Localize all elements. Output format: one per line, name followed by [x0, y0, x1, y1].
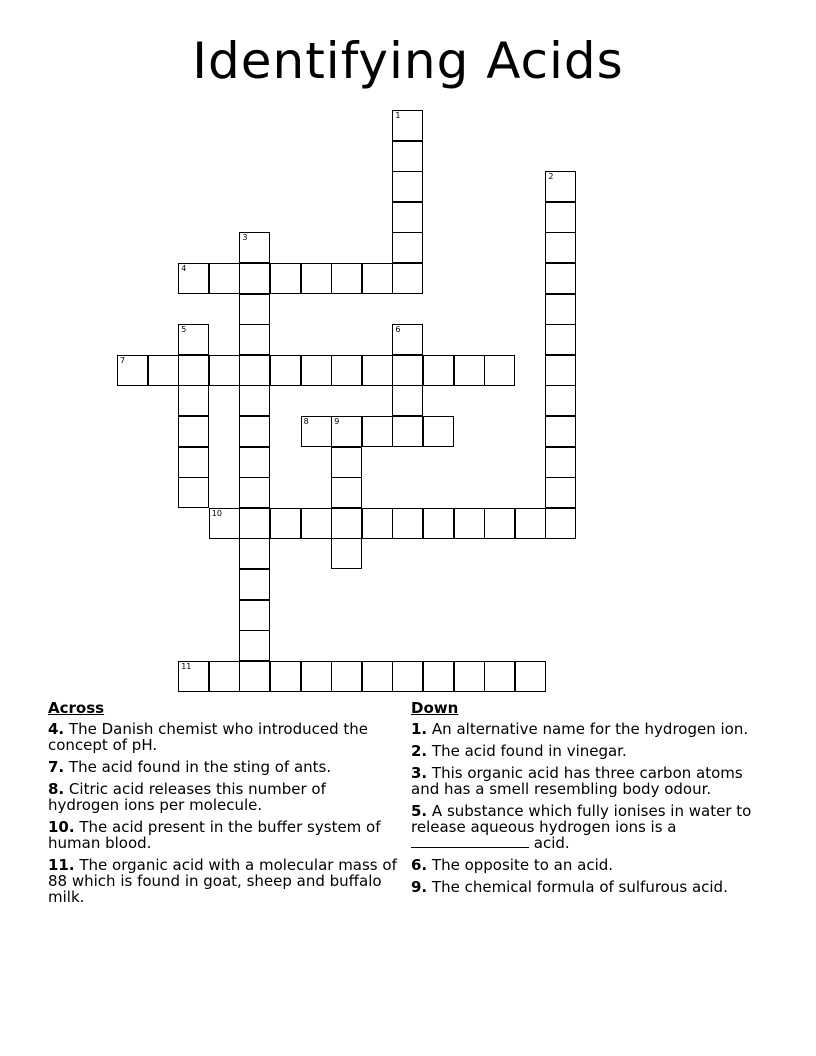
grid-cell[interactable]: [423, 355, 454, 386]
clue-text: The acid found in the sting of ants.: [68, 758, 332, 776]
grid-cell[interactable]: [301, 355, 332, 386]
grid-cell[interactable]: [484, 508, 515, 539]
grid-cell[interactable]: [392, 110, 423, 141]
grid-cell[interactable]: [239, 416, 270, 447]
grid-cell[interactable]: [239, 355, 270, 386]
grid-cell[interactable]: [362, 355, 393, 386]
grid-cell[interactable]: [362, 661, 393, 692]
grid-cell[interactable]: [392, 263, 423, 294]
grid-cell[interactable]: [301, 416, 332, 447]
clue-number: 1.: [411, 720, 428, 738]
grid-cell[interactable]: [178, 263, 209, 294]
grid-cell[interactable]: [392, 508, 423, 539]
grid-cell[interactable]: [117, 355, 148, 386]
grid-cell[interactable]: [178, 661, 209, 692]
grid-cell[interactable]: [331, 661, 362, 692]
grid-cell[interactable]: [545, 324, 576, 355]
page-title: Identifying Acids: [192, 32, 624, 90]
clue-text: Citric acid releases this number of hydrogen ions per molecule.: [48, 780, 326, 814]
clue-number: 7.: [48, 758, 65, 776]
grid-cell[interactable]: [209, 263, 240, 294]
clue-number-label: 2: [548, 172, 554, 182]
grid-cell[interactable]: [545, 202, 576, 233]
grid-cell[interactable]: [239, 263, 270, 294]
grid-cell[interactable]: [545, 355, 576, 386]
clue-number: 5.: [411, 802, 428, 820]
grid-cell[interactable]: [331, 447, 362, 478]
clue-number-label: 4: [181, 264, 187, 273]
grid-cell[interactable]: [178, 355, 209, 386]
clue-number-label: 9: [334, 417, 340, 426]
clue-number-label: 3: [242, 233, 248, 243]
grid-cell[interactable]: [270, 661, 301, 692]
clue-number: 2.: [411, 742, 428, 760]
clue-across-10: [48, 819, 398, 851]
clue-text: This organic acid has three carbon atoms and has a smell resembling body odour.: [411, 764, 743, 798]
grid-cell[interactable]: [362, 416, 393, 447]
down-heading: Down: [411, 699, 459, 717]
grid-cell[interactable]: [178, 477, 209, 508]
grid-cell[interactable]: [301, 263, 332, 294]
clue-down-2: [411, 743, 771, 759]
clue-number: 10.: [48, 818, 75, 836]
grid-cell[interactable]: [545, 171, 576, 202]
grid-cell[interactable]: [209, 661, 240, 692]
clue-number: 9.: [411, 878, 428, 896]
grid-cell[interactable]: [209, 508, 240, 539]
grid-cell[interactable]: [484, 661, 515, 692]
grid-cell[interactable]: [392, 385, 423, 416]
grid-cell[interactable]: [423, 661, 454, 692]
grid-cell[interactable]: [392, 355, 423, 386]
clue-text: The acid found in vinegar.: [431, 742, 627, 760]
grid-cell[interactable]: [545, 447, 576, 478]
grid-cell[interactable]: [270, 263, 301, 294]
clue-across-8: [48, 781, 398, 813]
grid-cell[interactable]: [392, 324, 423, 355]
grid-cell[interactable]: [239, 385, 270, 416]
across-heading: Across: [48, 699, 105, 717]
clue-text: The chemical formula of sulfurous acid.: [431, 878, 728, 896]
grid-cell[interactable]: [423, 508, 454, 539]
grid-cell[interactable]: [331, 355, 362, 386]
grid-cell[interactable]: [239, 232, 270, 263]
grid-cell[interactable]: [239, 600, 270, 631]
grid-cell[interactable]: [423, 416, 454, 447]
clue-number-label: 11: [181, 661, 192, 671]
down-clues: [411, 700, 771, 901]
clue-number: 3.: [411, 764, 428, 782]
grid-cell[interactable]: [545, 385, 576, 416]
grid-cell[interactable]: [515, 508, 546, 539]
grid-cell[interactable]: [331, 416, 362, 447]
clue-down-9: [411, 879, 771, 895]
grid-cell[interactable]: [209, 355, 240, 386]
grid-cell[interactable]: [178, 385, 209, 416]
clue-down-6: [411, 857, 771, 873]
clue-number: 11.: [48, 856, 75, 874]
grid-cell[interactable]: [392, 416, 423, 447]
clue-down-5: [411, 803, 771, 851]
clue-text: A substance which fully ionises in water to release aqueous hydrogen ions is a: [411, 802, 752, 836]
clue-number: 8.: [48, 780, 65, 798]
grid-cell[interactable]: [239, 630, 270, 661]
across-clues: [48, 700, 398, 911]
clue-number: 6.: [411, 856, 428, 874]
grid-cell[interactable]: [239, 508, 270, 539]
clue-across-4: [48, 721, 398, 753]
clue-number: 4.: [48, 720, 65, 738]
grid-cell[interactable]: [392, 661, 423, 692]
clue-number-label: 6: [395, 325, 401, 335]
grid-cell[interactable]: [545, 263, 576, 294]
grid-cell[interactable]: [301, 661, 332, 692]
grid-cell[interactable]: [392, 171, 423, 202]
grid-cell[interactable]: [239, 447, 270, 478]
grid-cell[interactable]: [331, 538, 362, 569]
grid-cell[interactable]: [454, 661, 485, 692]
grid-cell[interactable]: [331, 508, 362, 539]
grid-cell[interactable]: [178, 416, 209, 447]
clue-across-7: [48, 759, 398, 775]
clue-text-after: acid.: [533, 834, 570, 852]
grid-cell[interactable]: [270, 355, 301, 386]
grid-cell[interactable]: [362, 263, 393, 294]
grid-cell[interactable]: [239, 324, 270, 355]
clue-number-label: 10: [211, 508, 222, 518]
clue-number-label: 5: [181, 325, 187, 335]
clue-text: An alternative name for the hydrogen ion.: [431, 720, 749, 738]
clue-text: The acid present in the buffer system of human blood.: [48, 818, 381, 852]
grid-cell[interactable]: [301, 508, 332, 539]
grid-cell[interactable]: [545, 294, 576, 325]
grid-cell[interactable]: [331, 263, 362, 294]
grid-cell[interactable]: [239, 569, 270, 600]
grid-cell[interactable]: [454, 355, 485, 386]
grid-cell[interactable]: [392, 141, 423, 172]
grid-cell[interactable]: [545, 508, 576, 539]
clue-number-label: 7: [120, 355, 126, 365]
grid-cell[interactable]: [392, 232, 423, 263]
grid-cell[interactable]: [270, 508, 301, 539]
clue-across-11: [48, 857, 398, 905]
grid-cell[interactable]: [239, 538, 270, 569]
grid-cell[interactable]: [148, 355, 179, 386]
grid-cell[interactable]: [239, 477, 270, 508]
grid-cell[interactable]: [484, 355, 515, 386]
grid-cell[interactable]: [545, 232, 576, 263]
grid-cell[interactable]: [362, 508, 393, 539]
grid-cell[interactable]: [178, 324, 209, 355]
clue-down-1: [411, 721, 771, 737]
grid-cell[interactable]: [239, 661, 270, 692]
clue-text: The organic acid with a molecular mass of 88 which is found in goat, sheep and buffalo milk.: [48, 856, 397, 906]
grid-cell[interactable]: [239, 294, 270, 325]
answer-blank: [411, 835, 529, 848]
grid-cell[interactable]: [515, 661, 546, 692]
grid-cell[interactable]: [454, 508, 485, 539]
clue-text: The opposite to an acid.: [431, 856, 614, 874]
clue-number-label: 8: [303, 417, 309, 426]
grid-cell[interactable]: [331, 477, 362, 508]
clue-down-3: [411, 765, 771, 797]
grid-cell[interactable]: [178, 447, 209, 478]
grid-cell[interactable]: [392, 202, 423, 233]
grid-cell[interactable]: [545, 477, 576, 508]
grid-cell[interactable]: [545, 416, 576, 447]
clue-text: The Danish chemist who introduced the concept of pH.: [48, 720, 369, 754]
clue-number-label: 1: [395, 111, 401, 120]
